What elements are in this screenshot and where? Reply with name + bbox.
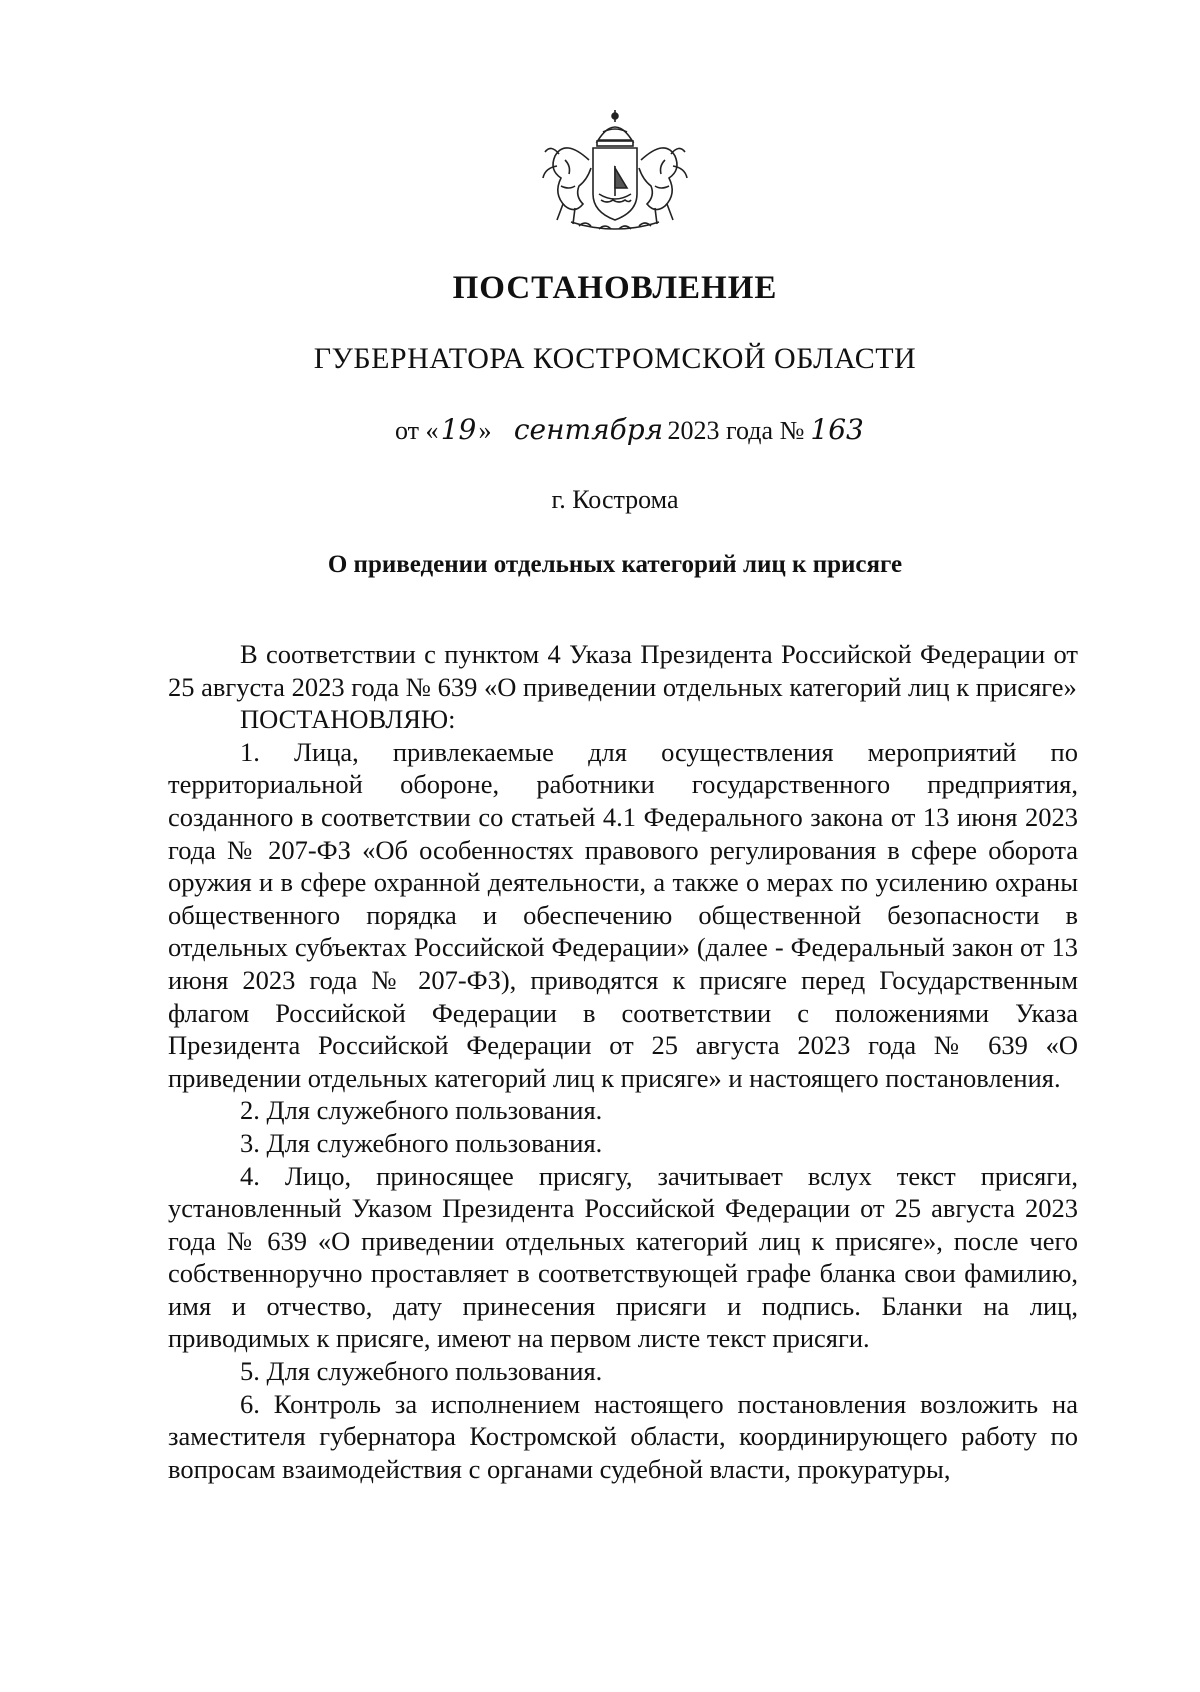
date-prefix: от «	[395, 416, 439, 445]
paragraph-item-4: 4. Лицо, приносящее присягу, зачитывает вслух текст присяги, установленный Указом Президента Российской Федерации от 25 августа 2023 года № 639 «О приведении отдельных категорий лиц к присяге», после чего собственноручно проставляет в соответствующей графе бланка свои фамилию, имя и отчество, дату принесения присяги и подпись. Бланки на лиц, приводимых к присяге, имеют на первом листе текст присяги.	[168, 1160, 1078, 1354]
paragraph-item-5: 5. Для служебного пользования.	[240, 1356, 603, 1387]
paragraph-item-3: 3. Для служебного пользования.	[240, 1127, 603, 1158]
date-number-line	[395, 412, 864, 449]
handwritten-document-number: 163	[810, 413, 864, 446]
handwritten-day: 19	[440, 413, 477, 446]
paragraph-item-2: 2. Для служебного пользования.	[240, 1095, 603, 1126]
paragraph-decree-word: ПОСТАНОВЛЯЮ:	[240, 704, 456, 735]
paragraph-item-1: 1. Лица, привлекаемые для осуществления мероприятий по территориальной обороне, работники государственного предприятия, созданного в соответствии со статьей 4.1 Федерального закона от 13 июня 2023 года № 207-ФЗ «Об особенностях правового регулирования в сфере оборота оружия и в сфере охранной деятельности, а также о мерах по усилению охраны общественного порядка и обеспечению общественной безопасности в отдельных субъектах Российской Федерации» (далее - Федеральный закон от 13 июня 2023 года № 207-ФЗ), приводятся к присяге перед Государственным флагом Российской Федерации в соответствии с положениями Указа Президента Российской Федерации от 25 августа 2023 года № 639 «О приведении отдельных категорий лиц к присяге» и настоящего постановления.	[168, 736, 1078, 1093]
date-mid: »	[478, 416, 492, 445]
issuer-heading: ГУБЕРНАТОРА КОСТРОМСКОЙ ОБЛАСТИ	[313, 342, 917, 375]
document-type-heading: ПОСТАНОВЛЕНИЕ	[452, 270, 778, 306]
paragraph-item-6: 6. Контроль за исполнением настоящего постановления возложить на заместителя губернатора Костромской области, координирующего работу по вопросам взаимодействия с органами судебной власти, прокуратуры,	[168, 1388, 1078, 1484]
paragraph-preamble: В соответствии с пунктом 4 Указа Президента Российской Федерации от 25 августа 2023 года № 639 «О приведении отдельных категорий лиц к присяге»	[168, 639, 1078, 702]
document-body	[168, 638, 1078, 1485]
coat-of-arms-icon	[535, 108, 695, 238]
handwritten-month: сентября	[513, 413, 664, 446]
year-text: 2023 года №	[667, 416, 805, 445]
city-line: г. Кострома	[551, 485, 679, 514]
document-title: О приведении отдельных категорий лиц к присяге	[327, 551, 903, 578]
